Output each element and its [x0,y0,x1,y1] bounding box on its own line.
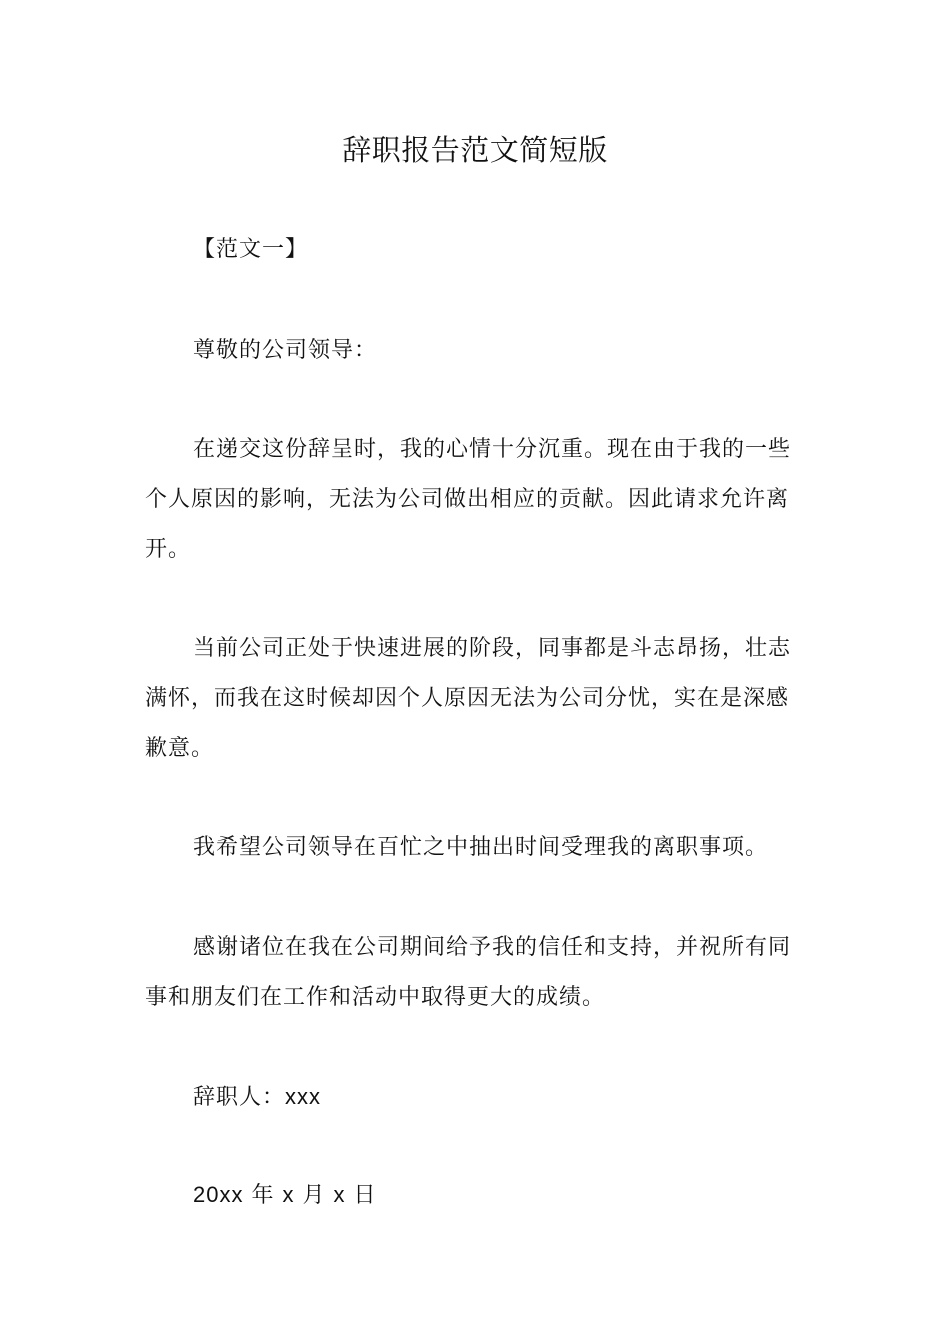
signature-label: 辞职人： [193,1085,286,1110]
body-paragraph-2: 当前公司正处于快速进展的阶段，同事都是斗志昂扬，壮志满怀，而我在这时候却因个人原因无法为公司分忧，实在是深感歉意。 [145,636,792,761]
date-year-unit: 年 [251,1183,275,1208]
section-label: 【范文一】 [193,237,309,262]
body-paragraph-4: 感谢诸位在我在公司期间给予我的信任和支持，并祝所有同事和朋友们在工作和活动中取得更大的成绩。 [145,935,792,1010]
document-title: 辞职报告范文简短版 [342,133,608,167]
date-month-unit: 月 [302,1183,326,1208]
signature-name: xxx [285,1084,322,1109]
date-month: x [282,1182,295,1207]
date-day-unit: 日 [353,1183,377,1208]
date-year: 20xx [193,1182,244,1207]
body-paragraph-3: 我希望公司领导在百忙之中抽出时间受理我的离职事项。 [193,835,769,860]
date-day: x [333,1182,346,1207]
signature-line [145,1072,805,1123]
body-paragraph-1: 在递交这份辞呈时，我的心情十分沉重。现在由于我的一些个人原因的影响，无法为公司做出相应的贡献。因此请求允许离开。 [145,437,792,562]
date-line [145,1170,805,1221]
salutation: 尊敬的公司领导： [193,338,378,363]
